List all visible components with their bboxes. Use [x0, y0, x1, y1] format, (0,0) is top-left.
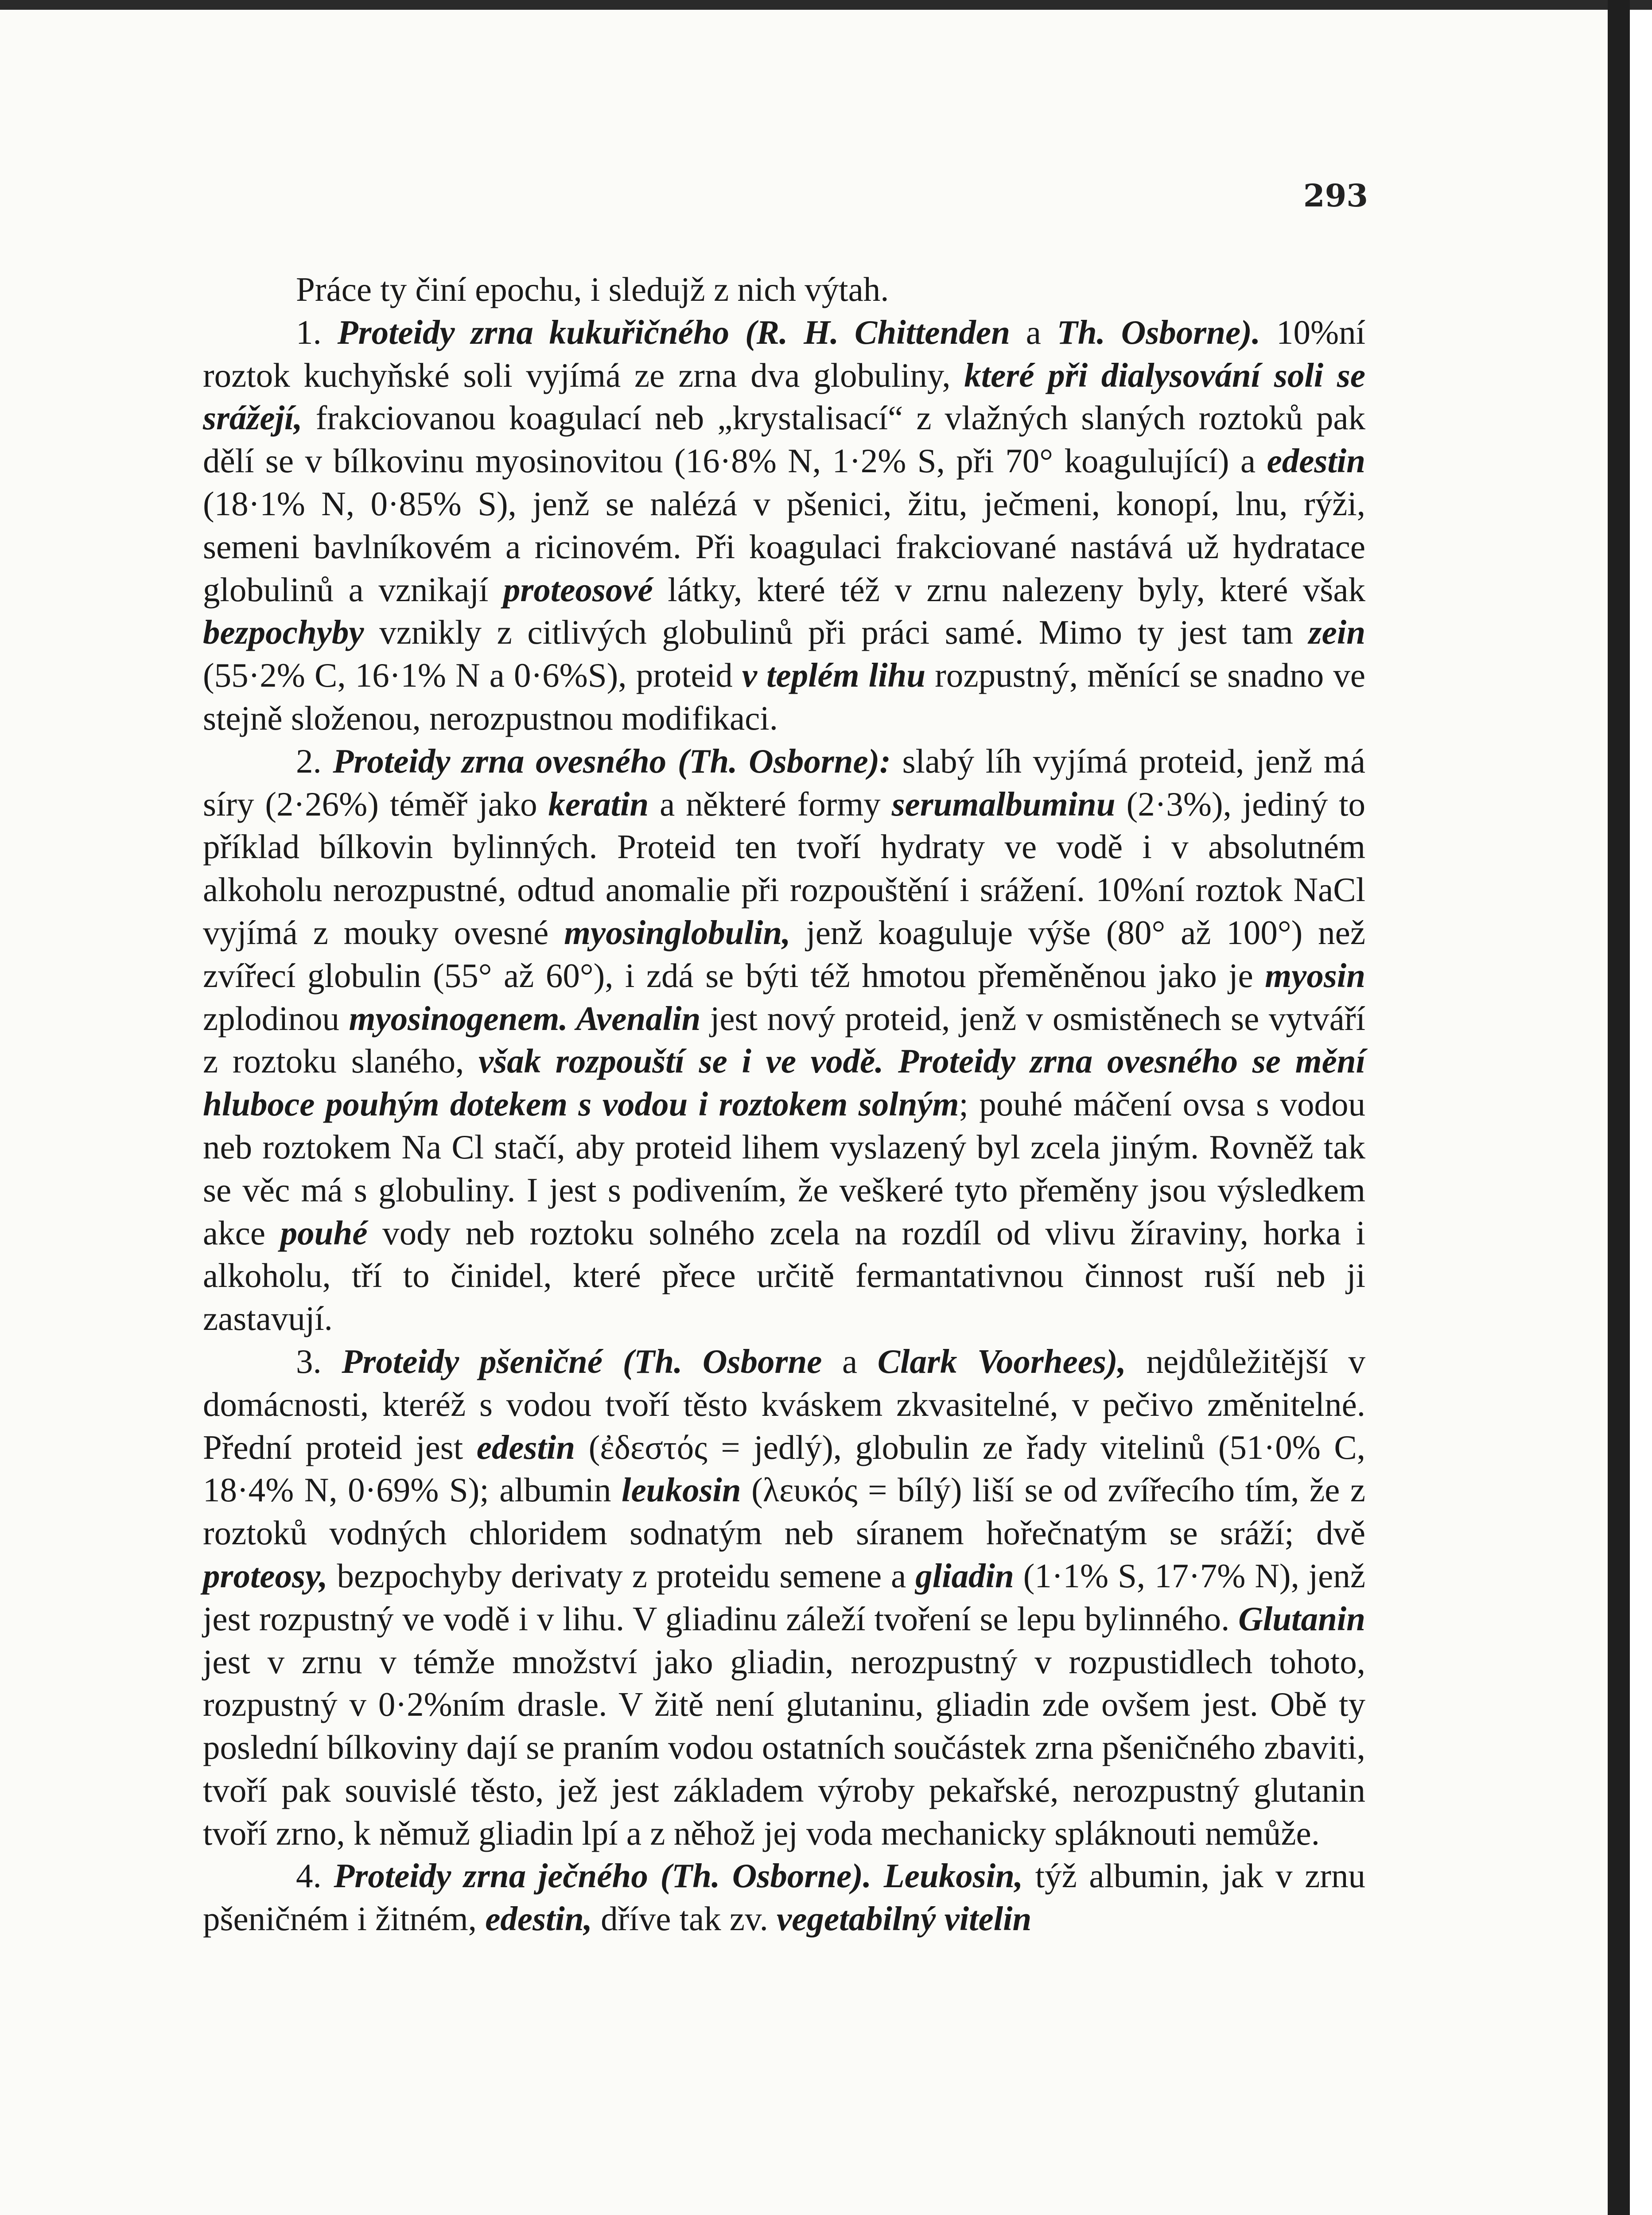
section-4-text: dříve tak zv.	[601, 1900, 768, 1938]
section-3-emphasis: leukosin	[622, 1471, 741, 1509]
section-1-emphasis: proteosové	[503, 570, 653, 609]
section-2-text: jenž koaguluje výše (80° až 100°) než zvířecí globulin (55° až 60°), i zdá se býti též hmotou přeměněnou jako je	[203, 913, 1366, 995]
section-3-text: (1·1% S, 17·7% N), jenž jest rozpustný ve vodě i v lihu. V gliadinu záleží tvoření se lepu bylinného.	[203, 1556, 1365, 1638]
section-2-text: jest nový proteid, jenž v osmistěnech se vytváří z roztoku slaného,	[203, 999, 1366, 1080]
section-1-emphasis: bezpochyby	[203, 613, 364, 652]
section-3-emphasis: Glutanin	[1238, 1599, 1365, 1638]
section-3-text: nejdůležitější v domácnosti, kteréž s vodou tvoří těsto kváskem zkvasitelné, v pečivo změnitelné. Přední proteid jest	[203, 1342, 1366, 1466]
section-2-title: Proteidy zrna ovesného (Th. Osborne):	[333, 742, 891, 780]
section-1-text: rozpustný, měnící se snadno ve stejně složenou, nerozpustnou modifikaci.	[203, 656, 1366, 737]
section-2-emphasis: však rozpouští se i ve vodě. Proteidy zrna ovesného se mění hluboce pouhým dotekem s vodou i roztokem solným	[203, 1042, 1365, 1123]
section-1-text: 10%ní roztok kuchyňské soli vyjímá ze zrna dva globuliny,	[203, 313, 1366, 394]
section-1-emphasis: které při dialysování soli se srážejí,	[203, 356, 1365, 437]
section-1-title-and: a	[1026, 313, 1041, 351]
section-1-number: 1.	[296, 313, 322, 351]
section-2-text: a některé formy	[660, 785, 881, 823]
section-2-text: zplodinou	[203, 999, 339, 1038]
section-4-title-paren: (Th. Osborne).	[660, 1857, 872, 1895]
section-4-number: 4.	[296, 1857, 322, 1895]
section-1-title-end: Th. Osborne).	[1057, 313, 1261, 351]
section-2-text: ; pouhé máčení ovsa s vodou neb roztokem Na Cl stačí, aby proteid lihem vyslazený byl zcela jiným. Rovněž tak se věc má s globuliny. I jest s podivením, že veškeré tyto přeměny jsou výsledkem akce	[203, 1085, 1365, 1252]
section-1-text: vznikly z citlivých globulinů při práci samé. Mimo ty jest tam	[379, 613, 1294, 652]
section-4-emphasis: vegetabilný vitelin	[777, 1900, 1032, 1938]
section-4-paragraph	[203, 1854, 1365, 1940]
section-2-emphasis: myosin	[1265, 956, 1366, 995]
section-1-text: (55·2% C, 16·1% N a 0·6%S), proteid	[203, 656, 733, 695]
section-2-number: 2.	[296, 742, 322, 780]
section-3-text: bezpochyby derivaty z proteidu semene a	[337, 1556, 906, 1595]
section-4-title: Proteidy zrna ječného	[334, 1857, 648, 1895]
section-2-paragraph	[203, 740, 1365, 1340]
page-number: 293	[1303, 177, 1368, 214]
section-2-emphasis: myosinogenem. Avenalin	[349, 999, 701, 1038]
section-1-emphasis: edestin	[1267, 442, 1366, 480]
section-4-emphasis: edestin,	[485, 1900, 592, 1938]
section-3-text: (ἐδεστός = jedlý), globulin ze řady vitelinů (51·0% C, 18·4% N, 0·69% S); albumin	[203, 1428, 1365, 1509]
section-1-paragraph	[203, 311, 1365, 740]
section-4-text: týž albumin, jak v zrnu pšeničném i žitném,	[203, 1857, 1366, 1938]
section-1-emphasis: zein	[1308, 613, 1366, 652]
section-4-emphasis: Leukosin,	[883, 1857, 1023, 1895]
section-3-emphasis: edestin	[476, 1428, 575, 1466]
section-3-emphasis: gliadin	[915, 1556, 1014, 1595]
section-2-text: slabý líh vyjímá proteid, jenž má síry (2·26%) téměř jako	[203, 742, 1366, 823]
section-3-number: 3.	[296, 1342, 322, 1380]
intro-paragraph: Práce ty činí epochu, i sledujž z nich výtah.	[296, 270, 889, 308]
section-3-title: Proteidy pšeničné (Th. Osborne	[342, 1342, 822, 1380]
section-2-emphasis: myosinglobulin,	[564, 913, 791, 952]
section-2-emphasis: keratin	[548, 785, 649, 823]
section-1-text: látky, které též v zrnu nalezeny byly, které však	[668, 570, 1365, 609]
section-2-text: vody neb roztoku solného zcela na rozdíl od vlivu žíraviny, horka i alkoholu, tří to činidel, které přece určitě fermantativnou činnost ruší neb ji zastavují.	[203, 1213, 1366, 1338]
section-3-text: (λευκός = bílý) liší se od zvířecího tím, že z roztoků vodných chloridem sodnatým neb síranem hořečnatým se sráží; dvě	[203, 1471, 1366, 1552]
section-2-emphasis: serumalbuminu	[891, 785, 1116, 823]
section-3-paragraph	[203, 1340, 1365, 1855]
section-3-title-and: a	[842, 1342, 858, 1380]
section-3-title-end: Clark Voorhees),	[877, 1342, 1126, 1380]
body-text	[203, 268, 1365, 1940]
scan-border-top	[0, 0, 1652, 10]
section-1-title: Proteidy zrna kukuřičného (R. H. Chittenden	[337, 313, 1010, 351]
section-2-text: (2·3%), jediný to příklad bílkovin bylinných. Proteid ten tvoří hydraty ve vodě i v absolutném alkoholu nerozpustné, odtud anomalie při rozpouštění i srážení. 10%ní roztok NaCl vyjímá z mouky ovesné	[203, 785, 1366, 952]
section-3-text: jest v zrnu v témže množství jako gliadin, nerozpustný v rozpustidlech tohoto, rozpustný v 0·2%ním drasle. V žitě není glutaninu, gliadin zde ovšem jest. Obě ty poslední bílkoviny dají se praním vodou ostatních součástek zrna pšeničného zbaviti, tvoří pak souvislé těsto, jež jest základem výroby pekařské, nerozpustný glutanin tvoří zrno, k němuž gliadin lpí a z něhož jej voda mechanicky spláknouti nemůže.	[203, 1642, 1365, 1852]
section-1-emphasis: v teplém lihu	[742, 656, 926, 695]
section-1-text: (18·1% N, 0·85% S), jenž se nalézá v pšenici, žitu, ječmeni, konopí, lnu, rýži, semeni bavlníkovém a ricinovém. Při koagulaci frakciované nastává už hydratace globulinů a vznikají	[203, 484, 1365, 609]
section-1-text: frakciovanou koagulací neb „krystalisací“ z vlažných slaných roztoků pak dělí se v bílkovinu myosinovitou (16·8% N, 1·2% S, při 70° koagulující) a	[203, 399, 1365, 480]
section-3-emphasis: proteosy,	[203, 1556, 328, 1595]
section-2-emphasis: pouhé	[280, 1213, 368, 1252]
scan-border-right	[1608, 0, 1630, 2215]
